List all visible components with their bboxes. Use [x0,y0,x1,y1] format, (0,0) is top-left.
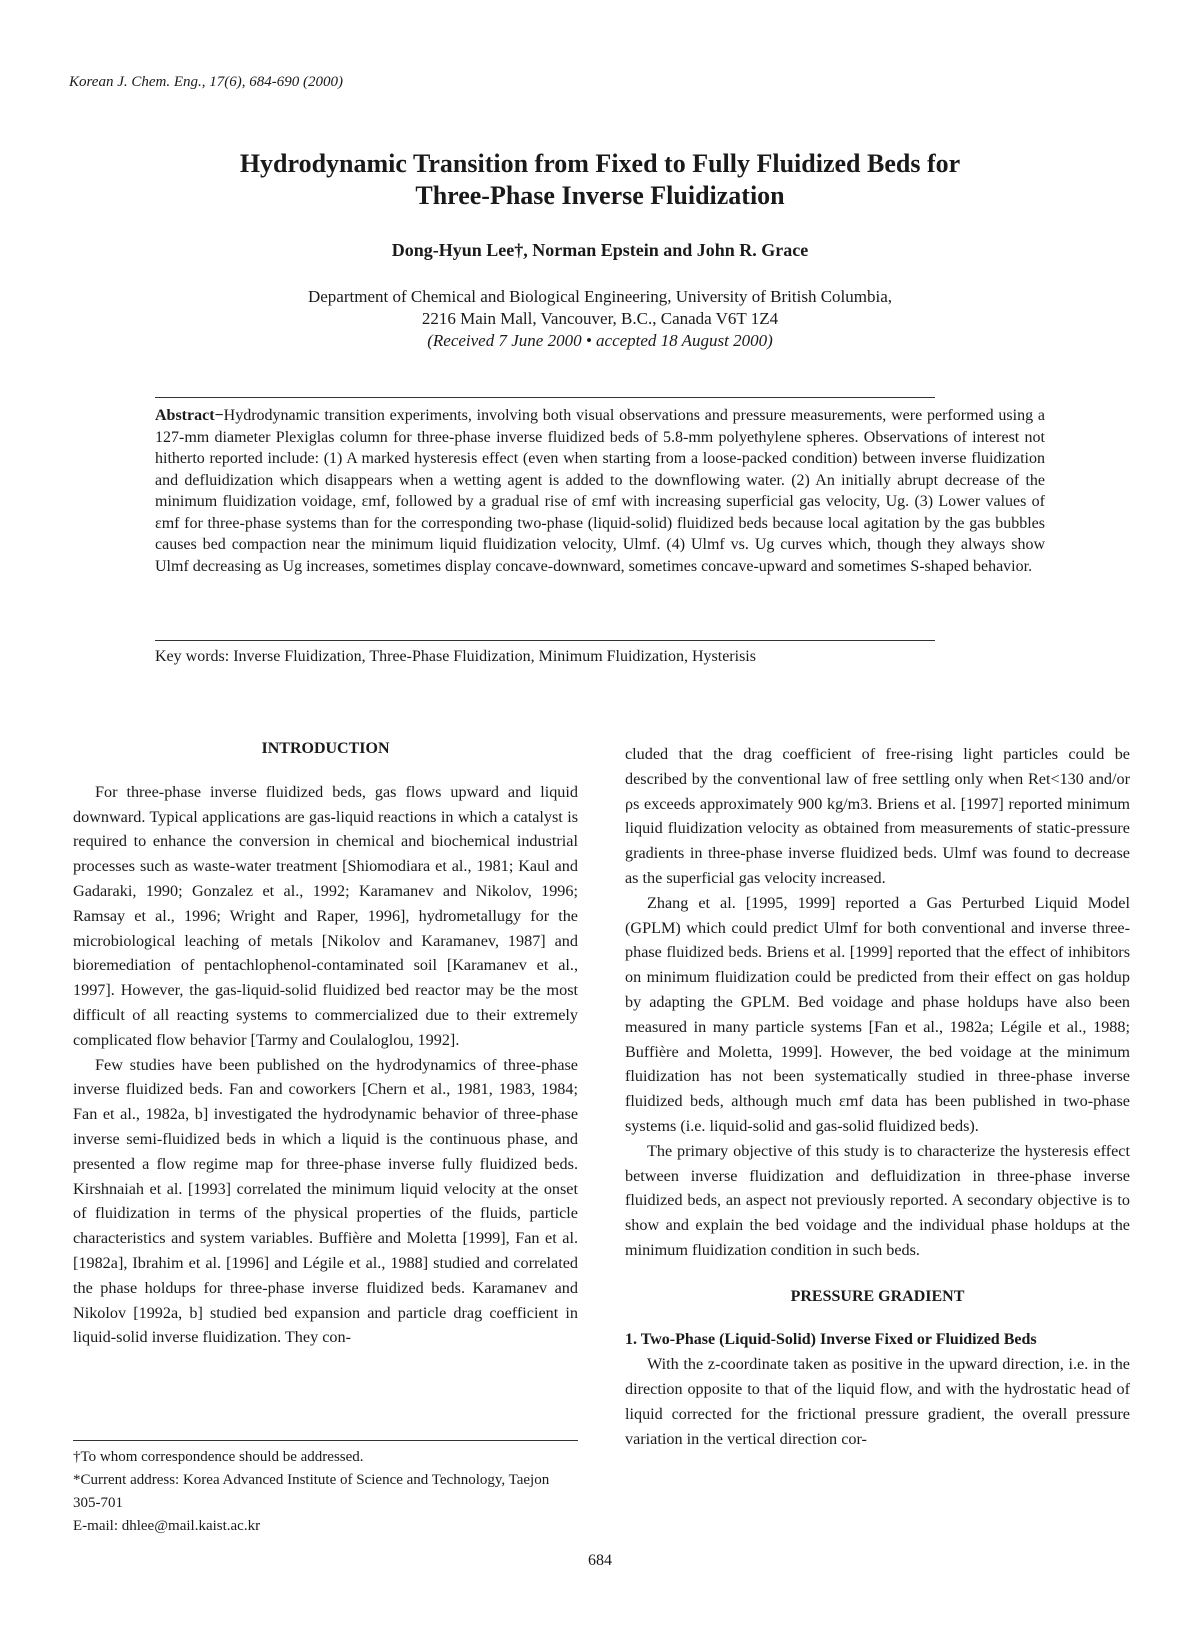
affiliation [100,286,1100,352]
title-line-2: Three-Phase Inverse Fluidization [415,181,785,210]
intro-paragraph-2: Few studies have been published on the hydrodynamics of three-phase inverse fluidized beds. Fan and coworkers [Chern et al., 1981, 1983, 1984; Fan et al., 1982a, b] investigated the hydrodynamic behavior of three-phase inverse semi-fluidized beds in which a liquid is the continuous phase, and presented a flow regime map for three-phase inverse fully fluidized beds. Kirshnaiah et al. [1993] correlated the minimum liquid velocity at the onset of fluidization in terms of the physical properties of the fluids, particle characteristics and system variables. Buffière and Moletta [1999], Fan et al. [1982a], Ibrahim et al. [1996] and Légile et al., 1988] studied and correlated the phase holdups for three-phase inverse fluidized beds. Karamanev and Nikolov [1992a, b] studied bed expansion and particle drag coefficient in liquid-solid inverse fluidization. They con- [73,1055,578,1347]
title-line-1: Hydrodynamic Transition from Fixed to Fully Fluidized Beds for [239,149,961,178]
right-paragraph-2: Zhang et al. [1995, 1999] reported a Gas Perturbed Liquid Model (GPLM) which could predict Ulmf for both conventional and inverse three-phase fluidized beds. Briens et al. [1999] reported that the effect of inhibitors on minimum fluidization could be predicted from their effect on gas holdup by adapting the GPLM. Bed voidage and phase holdups have also been measured in many particle systems [Fan et al., 1982a; Légile et al., 1988; Buffière and Moletta, 1999]. However, the bed voidage at the minimum fluidization has not been systematically studied in three-phase inverse fluidized beds, although much εmf data has been published in two-phase systems (i.e. liquid-solid and gas-solid fluidized beds). [625,893,1130,1135]
authors: Dong-Hyun Lee†, Norman Epstein and John R. Grace [391,240,809,260]
subsection-heading: 1. Two-Phase (Liquid-Solid) Inverse Fixed or Fluidized Beds [625,1330,1037,1348]
page-number: 684 [588,1552,612,1569]
right-paragraph-3: The primary objective of this study is to characterize the hysteresis effect between inverse fluidization and defluidization in three-phase inverse fluidized beds, an aspect not previously reported. A secondary objective is to show and explain the bed voidage and the individual phase holdups at the minimum fluidization condition in such beds. [625,1141,1130,1259]
right-paragraph-4: With the z-coordinate taken as positive in the upward direction, i.e. in the direction opposite to that of the liquid flow, and with the hydrostatic head of liquid corrected for the frictional pressure gradient, the overall pressure variation in the vertical direction cor- [625,1355,1130,1448]
keywords: Key words: Inverse Fluidization, Three-Phase Fluidization, Minimum Fluidization, Hysterisis [155,648,756,665]
section-heading-introduction: INTRODUCTION [261,740,390,757]
right-paragraph-1: cluded that the drag coefficient of free-rising light particles could be described by the conventional law of free settling only when Ret<130 and/or ρs exceeds approximately 900 kg/m3. Briens et al. [1997] reported minimum liquid fluidization velocity as obtained from measurements of static-pressure gradients in three-phase inverse fluidized beds. Ulmf was found to decrease as the superficial gas velocity increased. [625,745,1130,887]
journal-citation: Korean J. Chem. Eng., 17(6), 684-690 (2000) [69,74,343,90]
footnote-current-address: *Current address: Korea Advanced Institute of Science and Technology, Taejon 305-701 [73,1472,550,1511]
abstract-bottom-rule [155,640,935,641]
intro-paragraph-1: For three-phase inverse fluidized beds, gas flows upward and liquid downward. Typical applications are gas-liquid reactions in which a catalyst is required to enhance the conversion in chemical and biochemical industrial processes such as waste-water treatment [Shiomodiara et al., 1981; Kaul and Gadaraki, 1990; Gonzalez et al., 1992; Karamanev and Nikolov, 1996; Ramsay et al., 1996; Wright and Raper, 1996], hydrometallugy for the microbiological leaching of metals [Nikolov and Karamanev, 1987] and bioremediation of pentachlophenol-contaminated soil [Karamanev et al., 1997]. However, the gas-liquid-solid fluidized bed reactor may be the most difficult of all reacting systems to commercialized due to their extremely complicated flow behavior [Tarmy and Coulaloglou, 1992]. [73,782,578,1049]
affiliation-line-1: Department of Chemical and Biological Engineering, University of British Columbia, [307,287,893,306]
section-heading-pressure-gradient: PRESSURE GRADIENT [790,1287,965,1305]
affiliation-line-2: 2216 Main Mall, Vancouver, B.C., Canada V6T 1Z4 [421,309,779,328]
footnote-correspondence: †To whom correspondence should be addressed. [73,1449,364,1465]
footnote-rule [73,1440,578,1441]
paper-title [100,148,1100,212]
left-column [73,737,578,1350]
abstract-label: Abstract− [155,407,224,424]
footnote-email: E-mail: dhlee@mail.kaist.ac.kr [73,1518,261,1534]
right-column [625,742,1130,1452]
abstract-text: Hydrodynamic transition experiments, involving both visual observations and pressure measurements, were performed using a 127-mm diameter Plexiglas column for three-phase inverse fluidized beds of 5.8-mm polyethylene spheres. Observations of interest not hitherto reported include: (1) A marked hysteresis effect (even when starting from a loose-packed condition) between inverse fluidization and defluidization which disappears when a wetting agent is added to the downflowing water. (2) An initially abrupt decrease of the minimum fluidization voidage, εmf, followed by a gradual rise of εmf with increasing superficial gas velocity, Ug. (3) Lower values of εmf for three-phase systems than for the corresponding two-phase (liquid-solid) fluidized beds because local agitation by the gas bubbles causes bed compaction near the minimum liquid fluidization velocity, Ulmf. (4) Ulmf vs. Ug curves which, though they always show Ulmf decreasing as Ug increases, sometimes display concave-downward, sometimes concave-upward and sometimes S-shaped behavior. [155,407,1045,575]
footnotes [73,1446,578,1538]
received-dates: (Received 7 June 2000 • accepted 18 August 2000) [427,331,773,350]
abstract-top-rule [155,397,935,398]
abstract [155,405,1045,577]
